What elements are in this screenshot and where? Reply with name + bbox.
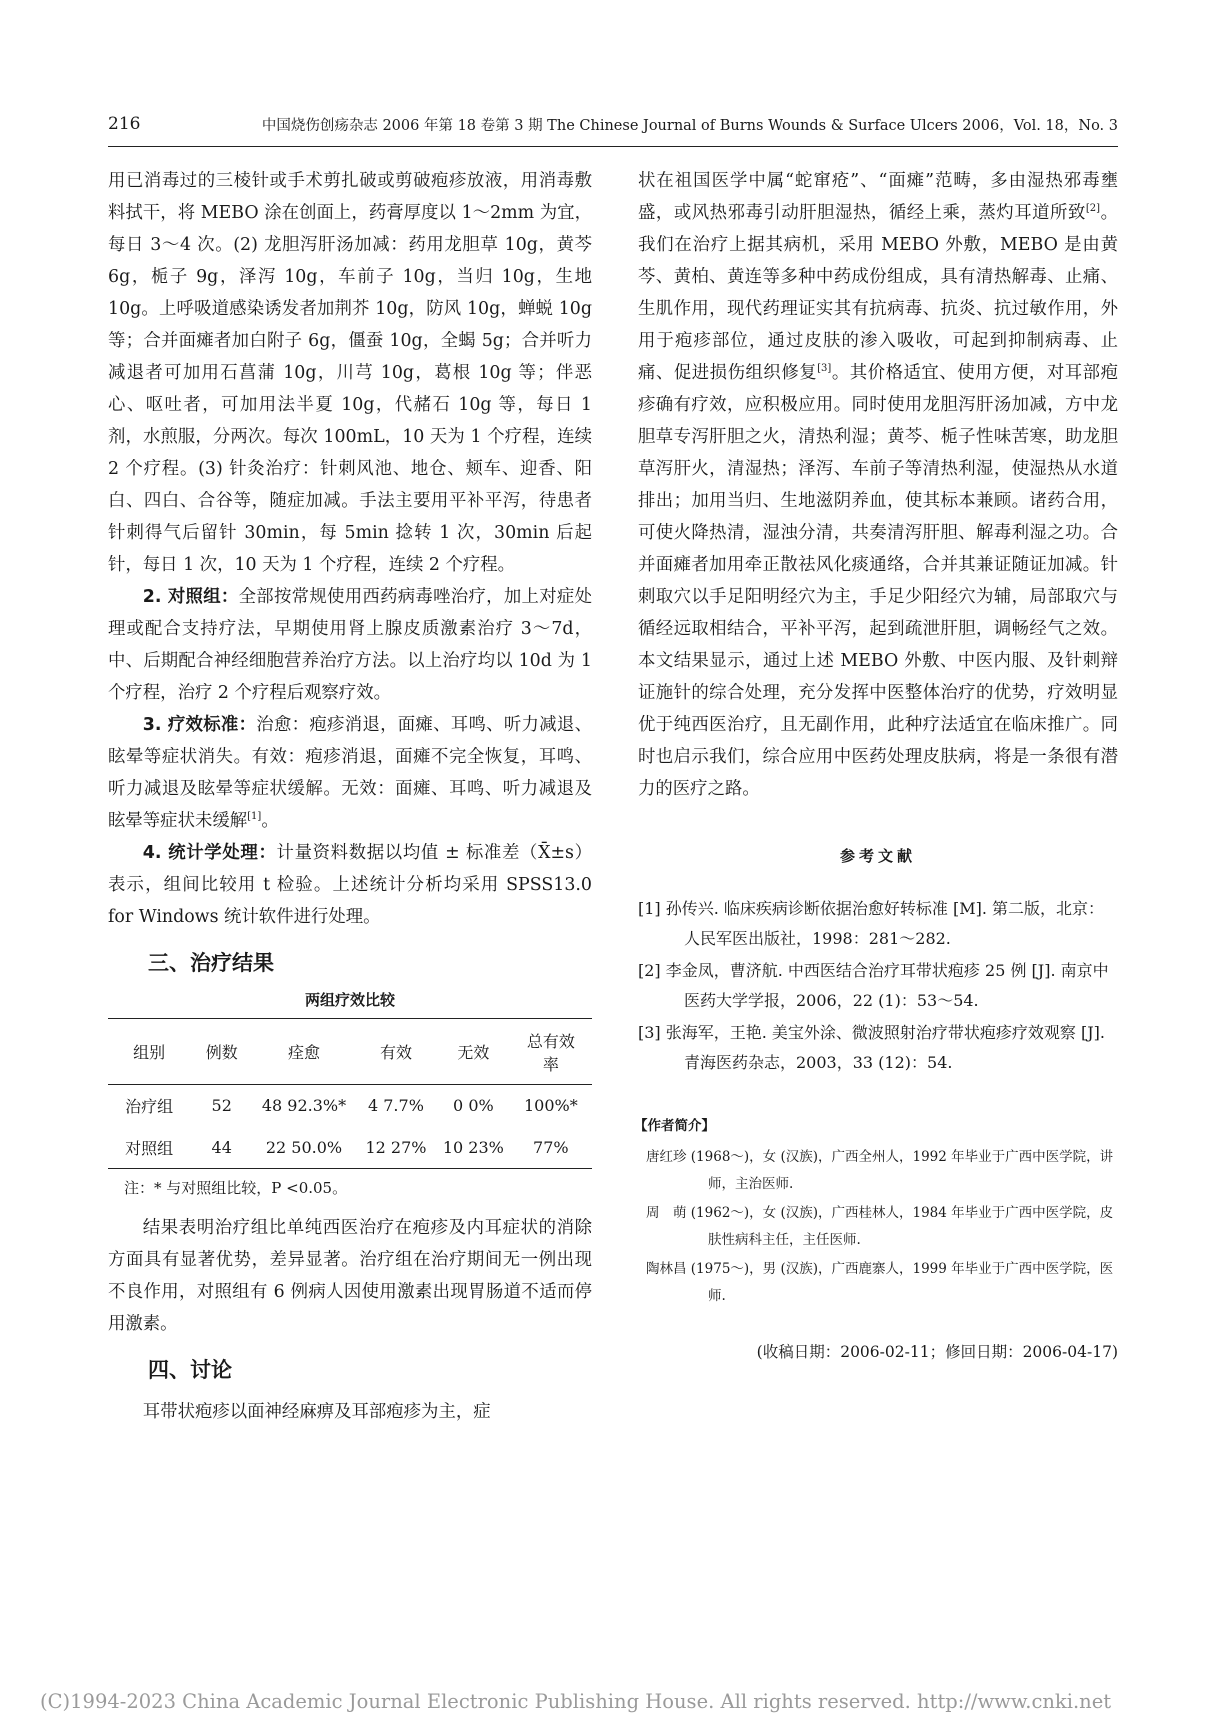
results-paragraph: 结果表明治疗组比单纯西医治疗在疱疹及内耳症状的消除方面具有显著优势，差异显著。治疗组在治疗期间无一例出现不良作用，对照组有 6 例病人因使用激素出现胃肠道不适而停用激素。 (108, 1218, 592, 1334)
table-header: 总有效率 (526, 1031, 575, 1074)
table-header: 组别 (133, 1043, 166, 1062)
citation: [2] (1085, 203, 1101, 215)
table-note: 注：* 与对照组比较，P <0.05。 (124, 1179, 348, 1197)
reference-item: [3] 张海军，王艳. 美宝外涂、微波照射治疗带状疱疹疗效观察 [J]. 青海医药杂志，2003，33 (12)：54. (638, 1023, 1105, 1072)
table-cell: 对照组 (125, 1138, 174, 1158)
table-cell: 0 0% (453, 1096, 494, 1116)
table-cell: 100%* (523, 1096, 578, 1116)
copyright-notice: (C)1994-2023 China Academic Journal Electronic Publishing House. All rights reserved. http://www.cnki.net (40, 1690, 1112, 1713)
table-cell: 77% (533, 1137, 569, 1157)
control-group-text: 全部按常规使用西药病毒唑治疗，加上对症处理或配合支持疗法，早期使用肾上腺皮质激素治疗 3～7d，中、后期配合神经细胞营养治疗方法。以上治疗均以 10d 为 1 个疗程，治疗 2 个疗程后观察疗效。 (108, 587, 592, 703)
section-results-heading: 三、治疗结果 (148, 951, 274, 975)
page-header (108, 110, 1118, 147)
table-cell: 10 23% (442, 1137, 504, 1157)
author-bio: 唐红珍 (1968～)，女 (汉族)，广西全州人，1992 年毕业于广西中医学院，讲师，主治医师. (646, 1149, 1114, 1192)
table-cell: 4 7.7% (367, 1096, 424, 1116)
author-bio: 周 萌 (1962～)，女 (汉族)，广西桂林人，1984 年毕业于广西中医学院，皮肤性病科主任，主任医师. (646, 1205, 1114, 1248)
running-head: 中国烧伤创疡杂志 2006 年第 18 卷第 3 期 The Chinese Journal of Burns Wounds & Surface Ulcers 2006，Vol. 18，No. 3 (261, 118, 1118, 134)
table-header-row (108, 1019, 592, 1085)
efficacy-criteria-paragraph (108, 709, 592, 837)
right-column (634, 165, 1118, 1362)
efficacy-criteria-heading: 3. 疗效标准： (142, 715, 257, 735)
efficacy-criteria-end: 。 (261, 811, 279, 831)
reference-item: [1] 孙传兴. 临床疾病诊断依据治愈好转标准 [M]. 第二版，北京：人民军医出版社，1998：281～282. (638, 899, 1105, 948)
efficacy-criteria-text: 治愈：疱疹消退，面瘫、耳鸣、听力减退、眩晕等症状消失。有效：疱疹消退，面瘫不完全恢复，耳鸣、听力减退及眩晕等症状缓解。无效：面瘫、耳鸣、听力减退及眩晕等症状未缓解 (108, 715, 592, 831)
table-cell: 治疗组 (125, 1097, 174, 1117)
table-cell: 48 92.3%* (261, 1096, 347, 1116)
table-cell: 44 (211, 1137, 232, 1157)
author-bio: 陶林昌 (1975～)，男 (汉族)，广西鹿寨人，1999 年毕业于广西中医学院，医师. (646, 1261, 1114, 1304)
section-discussion-heading: 四、讨论 (148, 1358, 232, 1382)
discussion-text: 状在祖国医学中属“蛇窜疮”、“面瘫”范畴，多由湿热邪毒壅盛，或风热邪毒引动肝胆湿热，循经上乘，蒸灼耳道所致 (638, 171, 1118, 223)
table-caption: 两组疗效比较 (304, 991, 395, 1009)
citation: [3] (817, 363, 832, 375)
table-cell: 52 (211, 1096, 232, 1116)
discussion-text: 。其价格适宜、使用方便，对耳部疱疹确有疗效，应积极应用。同时使用龙胆泻肝汤加减，方中龙胆草专泻肝胆之火，清热利湿；黄芩、栀子性味苦寒，助龙胆草泻肝火，清湿热；泽泻、车前子等清热利湿，使湿热从水道排出；加用当归、生地滋阴养血，使其标本兼顾。诸药合用，可使火降热清，湿浊分清，共奏清泻肝胆、解毒利湿之功。合并面瘫者加用牵正散祛风化痰通络，合并其兼证随证加减。针刺取穴以手足阳明经穴为主，手足少阳经穴为辅，局部取穴与循经远取相结合，平补平泻，起到疏泄肝胆，调畅经气之效。本文结果显示，通过上述 MEBO 外敷、中医内服、及针刺辩证施针的综合处理，充分发挥中医整体治疗的优势，疗效明显优于纯西医治疗，且无副作用，此种疗法适宜在临床推广。同时也启示我们，综合应用中医药处理皮肤病，将是一条很有潜力的医疗之路。 (638, 363, 1118, 799)
results-table (108, 1018, 592, 1169)
table-header: 例数 (205, 1043, 238, 1062)
statistics-heading: 4. 统计学处理： (142, 843, 277, 863)
discussion-paragraph (638, 165, 1118, 805)
left-column (108, 165, 592, 1428)
page-number: 216 (108, 114, 141, 134)
treatment-paragraph: 用已消毒过的三棱针或手术剪扎破或剪破疱疹放液，用消毒敷料拭干，将 MEBO 涂在创面上，药膏厚度以 1～2mm 为宜，每日 3～4 次。(2) 龙胆泻肝汤加减：药用龙胆草 10g，黄芩 6g，栀子 9g，泽泻 10g，车前子 10g，当归 10g，生地 10g。上呼吸道感染诱发者加荆芥 10g，防风 10g，蝉蜕 10g 等；合并面瘫者加白附子 6g，僵蚕 10g，全蝎 5g；合并听力减退者可加用石菖蒲 10g，川芎 10g，葛根 10g 等；伴恶心、呕吐者，可加用法半夏 10g，代赭石 10g 等，每日 1 剂，水煎服，分两次。每次 100mL，10 天为 1 个疗程，连续 2 个疗程。(3) 针灸治疗：针刺风池、地仓、颊车、迎香、阳白、四白、合谷等，随症加减。手法主要用平补平泻，待患者针刺得气后留针 30min，每 5min 捻转 1 次，30min 后起针，每日 1 次，10 天为 1 个疗程，连续 2 个疗程。 (108, 171, 592, 575)
table-row (108, 1085, 592, 1127)
table-header: 无效 (457, 1043, 490, 1062)
control-group-paragraph (108, 581, 592, 709)
citation: [1] (247, 811, 262, 823)
discussion-text: 。我们在治疗上据其病机，采用 MEBO 外敷，MEBO 是由黄芩、黄柏、黄连等多种中药成份组成，具有清热解毒、止痛、生肌作用，现代药理证实其有抗病毒、抗炎、抗过敏作用，外用于疱疹部位，通过皮肤的渗入吸收，可起到抑制病毒、止痛、促进损伤组织修复 (638, 203, 1118, 383)
statistics-text: 计量资料数据以均值 ± 标准差（X̄±s）表示，组间比较用 t 检验。上述统计分析均采用 SPSS13.0 for Windows 统计软件进行处理。 (108, 843, 593, 927)
table-row (108, 1127, 592, 1169)
statistics-paragraph (108, 837, 592, 933)
author-info-heading: 【作者简介】 (634, 1118, 715, 1134)
discussion-paragraph-start: 耳带状疱疹以面神经麻痹及耳部疱疹为主，症 (142, 1402, 491, 1422)
table-cell: 22 50.0% (265, 1137, 343, 1157)
reference-item: [2] 李金凤，曹济航. 中西医结合治疗耳带状疱疹 25 例 [J]. 南京中医药大学学报，2006，22 (1)：53～54. (638, 961, 1109, 1010)
table-header: 痊愈 (287, 1043, 320, 1062)
table-header: 有效 (379, 1043, 412, 1062)
control-group-heading: 2. 对照组： (142, 587, 239, 607)
table-cell: 12 27% (365, 1137, 427, 1157)
references-heading: 参考文献 (839, 847, 916, 865)
received-dates: (收稿日期：2006-02-11；修回日期：2006-04-17) (756, 1343, 1118, 1361)
